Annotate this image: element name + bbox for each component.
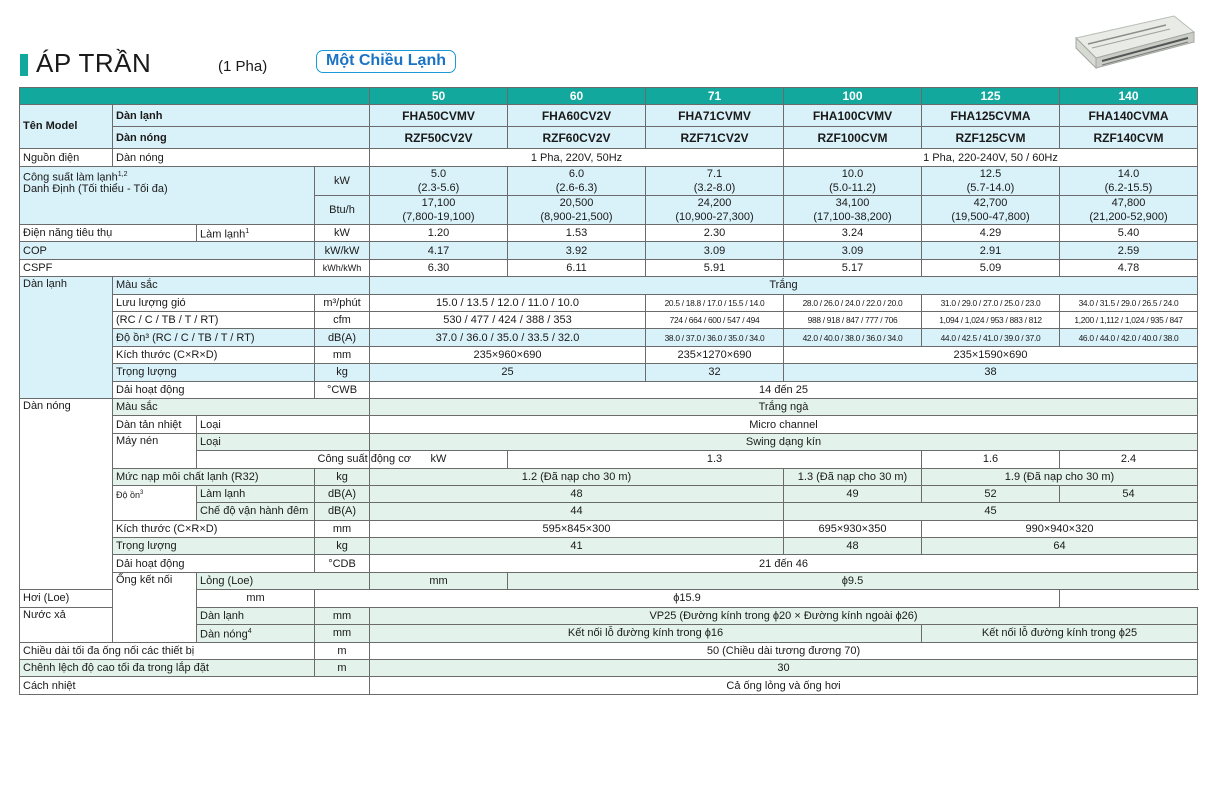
spec-table xyxy=(19,87,1198,695)
outdoor-weight-label: Trọng lượng xyxy=(113,538,315,555)
insulation-label: Cách nhiệt xyxy=(20,677,370,694)
indoor-model-71: FHA71CVMV xyxy=(646,105,784,127)
indoor-model-row xyxy=(20,105,1198,127)
refrigerant-a: 1.2 (Đã nạp cho 30 m) xyxy=(370,468,784,485)
outdoor-range-label: Dải hoạt động xyxy=(113,555,315,572)
outdoor-range-row xyxy=(20,555,1198,572)
compressor-motor-b: 1.6 xyxy=(922,451,1060,468)
indoor-airflow-unit-m3: m³/phút xyxy=(315,294,370,311)
capacity-71: 71 xyxy=(646,88,784,105)
outdoor-model-label: Dàn nóng xyxy=(113,127,370,149)
indoor-noise-label: Độ ồn³ (RC / C / TB / T / RT) xyxy=(113,329,315,346)
refrigerant-b: 1.3 (Đã nạp cho 30 m) xyxy=(784,468,922,485)
consumption-row xyxy=(20,224,1198,242)
indoor-model-100: FHA100CVMV xyxy=(784,105,922,127)
capacity-140: 140 xyxy=(1060,88,1198,105)
outdoor-coil-value: Micro channel xyxy=(370,416,1198,433)
indoor-weight-unit: kg xyxy=(315,364,370,381)
capacity-label-2: Danh Định (Tối thiểu - Tối đa) xyxy=(23,183,168,196)
outdoor-noise-label: Độ ồn$^3$ xyxy=(113,485,197,520)
drain-outdoor-label: Dàn nóng$^4$ xyxy=(197,625,315,643)
outdoor-dims-row xyxy=(20,520,1198,537)
consumption-50: 1.20 xyxy=(370,224,508,242)
outdoor-noise-cool-b: 49 xyxy=(784,485,922,502)
outdoor-coil-row xyxy=(20,416,1198,433)
insulation-row xyxy=(20,677,1198,694)
capacity-btu-unit: Btu/h xyxy=(315,195,370,224)
piping-gas-row xyxy=(20,590,1198,607)
capacity-kw-unit: kW xyxy=(315,166,370,195)
max-length-label: Chiều dài tối đa ống nối các thiết bị xyxy=(20,642,315,659)
outdoor-noise-cool-d: 54 xyxy=(1060,485,1198,502)
compressor-motor-a: 1.3 xyxy=(508,451,922,468)
outdoor-noise-cool-row xyxy=(20,485,1198,502)
indoor-dims-label: Kích thước (C×R×D) xyxy=(113,346,315,363)
capacity-label-1: Công suất làm lạnh xyxy=(23,171,118,184)
outdoor-weight-unit: kg xyxy=(315,538,370,555)
max-length-unit: m xyxy=(315,642,370,659)
indoor-range-row xyxy=(20,381,1198,398)
max-height-unit: m xyxy=(315,660,370,677)
piping-liquid-label: Lỏng (Loe) xyxy=(197,572,370,589)
airflow-cfm-5060: 530 / 477 / 424 / 388 / 353 xyxy=(370,312,646,329)
outdoor-noise-night-row xyxy=(20,503,1198,520)
indoor-model-60: FHA60CV2V xyxy=(508,105,646,127)
outdoor-coil-label: Dàn tản nhiệt xyxy=(113,416,197,433)
cspf-label: CSPF xyxy=(20,259,315,276)
drain-indoor-unit: mm xyxy=(315,607,370,624)
outdoor-noise-cool-label: Làm lạnh xyxy=(197,485,315,502)
drain-label: Nước xả xyxy=(20,607,113,642)
capacity-btu-125: 42,700 (19,500-47,800) xyxy=(922,195,1060,224)
consumption-100: 3.24 xyxy=(784,224,922,242)
power-value-2: 1 Pha, 220-240V, 50 / 60Hz xyxy=(784,149,1198,166)
drain-outdoor-row xyxy=(20,625,1198,643)
outdoor-dims-a: 595×845×300 xyxy=(370,520,784,537)
outdoor-model-71: RZF71CV2V xyxy=(646,127,784,149)
airflow-cfm-71: 724 / 664 / 600 / 547 / 494 xyxy=(646,312,784,329)
cspf-60: 6.11 xyxy=(508,259,646,276)
cop-50: 4.17 xyxy=(370,242,508,259)
outdoor-noise-cool-c: 52 xyxy=(922,485,1060,502)
indoor-dims-5060: 235×960×690 xyxy=(370,346,646,363)
compressor-motor-spacer xyxy=(197,451,315,468)
indoor-noise-unit: dB(A) xyxy=(315,329,370,346)
drain-outdoor-a: Kết nối lỗ đường kính trong ϕ16 xyxy=(370,625,922,643)
indoor-range-unit: °CWB xyxy=(315,381,370,398)
capacity-btu-71: 24,200 (10,900-27,300) xyxy=(646,195,784,224)
indoor-noise-71: 38.0 / 37.0 / 36.0 / 35.0 / 34.0 xyxy=(646,329,784,346)
compressor-type-row xyxy=(20,433,1198,450)
consumption-unit: kW xyxy=(315,224,370,242)
indoor-noise-row xyxy=(20,329,1198,346)
refrigerant-label: Mức nạp môi chất lạnh (R32) xyxy=(113,468,315,485)
indoor-noise-140: 46.0 / 44.0 / 42.0 / 40.0 / 38.0 xyxy=(1060,329,1198,346)
outdoor-weight-row xyxy=(20,538,1198,555)
capacity-kw-50: 5.0 (2.3-5.6) xyxy=(370,166,508,195)
indoor-range-label: Dải hoạt động xyxy=(113,381,315,398)
capacity-btu-60: 20,500 (8,900-21,500) xyxy=(508,195,646,224)
indoor-noise-5060: 37.0 / 36.0 / 35.0 / 33.5 / 32.0 xyxy=(370,329,646,346)
capacity-60: 60 xyxy=(508,88,646,105)
capacity-125: 125 xyxy=(922,88,1060,105)
indoor-dims-row xyxy=(20,346,1198,363)
outdoor-color-value: Trắng ngà xyxy=(370,398,1198,415)
page-header xyxy=(20,48,720,84)
max-length-row xyxy=(20,642,1198,659)
indoor-model-125: FHA125CVMA xyxy=(922,105,1060,127)
piping-liquid-unit: mm xyxy=(370,572,508,589)
cspf-71: 5.91 xyxy=(646,259,784,276)
consumption-label: Điện năng tiêu thụ xyxy=(20,224,197,242)
refrigerant-unit: kg xyxy=(315,468,370,485)
indoor-color-label: Màu sắc xyxy=(113,277,370,294)
power-row xyxy=(20,149,1198,166)
outdoor-color-row xyxy=(20,398,1198,415)
indoor-airflow-unit-cfm: cfm xyxy=(315,312,370,329)
cspf-row xyxy=(20,259,1198,276)
consumption-sub: Làm lạnh$^1$ xyxy=(197,224,315,242)
drain-indoor-label: Dàn lạnh xyxy=(197,607,315,624)
cop-100: 3.09 xyxy=(784,242,922,259)
cspf-unit: kWh/kWh xyxy=(315,259,370,276)
ceiling-unit-illustration xyxy=(1066,8,1196,78)
outdoor-model-50: RZF50CV2V xyxy=(370,127,508,149)
capacity-100: 100 xyxy=(784,88,922,105)
airflow-cfm-125: 1,094 / 1,024 / 953 / 883 / 812 xyxy=(922,312,1060,329)
power-label: Nguồn điện xyxy=(20,149,113,166)
piping-liquid-value: ϕ9.5 xyxy=(508,572,1198,589)
indoor-weight-label: Trọng lượng xyxy=(113,364,315,381)
header-blank xyxy=(20,88,370,105)
cop-unit: kW/kW xyxy=(315,242,370,259)
indoor-dims-rest: 235×1590×690 xyxy=(784,346,1198,363)
title-accent-bar xyxy=(20,54,28,76)
airflow-m3-100: 28.0 / 26.0 / 24.0 / 22.0 / 20.0 xyxy=(784,294,922,311)
outdoor-dims-label: Kích thước (C×R×D) xyxy=(113,520,315,537)
max-height-value: 30 xyxy=(370,660,1198,677)
power-sub: Dàn nóng xyxy=(113,149,370,166)
capacity-kw-100: 10.0 (5.0-11.2) xyxy=(784,166,922,195)
outdoor-coil-sub: Loại xyxy=(197,416,370,433)
capacity-kw-125: 12.5 (5.7-14.0) xyxy=(922,166,1060,195)
refrigerant-row xyxy=(20,468,1198,485)
indoor-airflow-cfm-row xyxy=(20,312,1198,329)
indoor-group-label: Dàn lạnh xyxy=(20,277,113,399)
airflow-cfm-100: 988 / 918 / 847 / 777 / 706 xyxy=(784,312,922,329)
refrigerant-c: 1.9 (Đã nạp cho 30 m) xyxy=(922,468,1198,485)
cspf-140: 4.78 xyxy=(1060,259,1198,276)
phase-label: (1 Pha) xyxy=(218,58,268,75)
cspf-100: 5.17 xyxy=(784,259,922,276)
consumption-125: 4.29 xyxy=(922,224,1060,242)
outdoor-weight-c: 64 xyxy=(922,538,1198,555)
indoor-weight-rest: 38 xyxy=(784,364,1198,381)
outdoor-dims-unit: mm xyxy=(315,520,370,537)
model-label: Tên Model xyxy=(20,105,113,149)
insulation-value: Cả ống lỏng và ống hơi xyxy=(370,677,1198,694)
indoor-airflow-label-1: Lưu lượng gió xyxy=(113,294,315,311)
capacity-btu-100: 34,100 (17,100-38,200) xyxy=(784,195,922,224)
capacity-label xyxy=(20,166,315,224)
page-title: ÁP TRẦN xyxy=(36,48,152,78)
capacity-kw-71: 7.1 (3.2-8.0) xyxy=(646,166,784,195)
compressor-type-label: Loại xyxy=(197,433,370,450)
outdoor-noise-cool-a: 48 xyxy=(370,485,784,502)
indoor-weight-row xyxy=(20,364,1198,381)
indoor-noise-100: 42.0 / 40.0 / 38.0 / 36.0 / 34.0 xyxy=(784,329,922,346)
outdoor-model-125: RZF125CVM xyxy=(922,127,1060,149)
cop-71: 3.09 xyxy=(646,242,784,259)
airflow-m3-5060: 15.0 / 13.5 / 12.0 / 11.0 / 10.0 xyxy=(370,294,646,311)
indoor-range-value: 14 đến 25 xyxy=(370,381,1198,398)
outdoor-noise-cool-unit: dB(A) xyxy=(315,485,370,502)
drain-indoor-value: VP25 (Đường kính trong ϕ20 × Đường kính ngoài ϕ26) xyxy=(370,607,1198,624)
capacity-kw-60: 6.0 (2.6-6.3) xyxy=(508,166,646,195)
outdoor-model-row xyxy=(20,127,1198,149)
capacity-kw-row xyxy=(20,166,1198,195)
max-height-row xyxy=(20,660,1198,677)
max-length-value: 50 (Chiều dài tương đương 70) xyxy=(370,642,1198,659)
power-value-1: 1 Pha, 220V, 50Hz xyxy=(370,149,784,166)
piping-gas-value: ϕ15.9 xyxy=(315,590,1060,607)
capacity-header-row xyxy=(20,88,1198,105)
cop-row xyxy=(20,242,1198,259)
piping-gas-unit: mm xyxy=(197,590,315,607)
outdoor-weight-b: 48 xyxy=(784,538,922,555)
airflow-cfm-140: 1,200 / 1,112 / 1,024 / 935 / 847 xyxy=(1060,312,1198,329)
cop-60: 3.92 xyxy=(508,242,646,259)
piping-gas-label: Hơi (Loe) xyxy=(20,590,197,607)
outdoor-model-140: RZF140CVM xyxy=(1060,127,1198,149)
airflow-m3-71: 20.5 / 18.8 / 17.0 / 15.5 / 14.0 xyxy=(646,294,784,311)
drain-outdoor-b: Kết nối lỗ đường kính trong ϕ25 xyxy=(922,625,1198,643)
indoor-noise-125: 44.0 / 42.5 / 41.0 / 39.0 / 37.0 xyxy=(922,329,1060,346)
indoor-model-140: FHA140CVMA xyxy=(1060,105,1198,127)
indoor-dims-71: 235×1270×690 xyxy=(646,346,784,363)
outdoor-model-100: RZF100CVM xyxy=(784,127,922,149)
outdoor-noise-night-unit: dB(A) xyxy=(315,503,370,520)
indoor-color-row xyxy=(20,277,1198,294)
indoor-weight-71: 32 xyxy=(646,364,784,381)
capacity-kw-140: 14.0 (6.2-15.5) xyxy=(1060,166,1198,195)
outdoor-range-unit: °CDB xyxy=(315,555,370,572)
drain-outdoor-unit: mm xyxy=(315,625,370,643)
capacity-50: 50 xyxy=(370,88,508,105)
outdoor-model-60: RZF60CV2V xyxy=(508,127,646,149)
piping-liquid-row xyxy=(20,572,1198,589)
compressor-motor-c: 2.4 xyxy=(1060,451,1198,468)
compressor-label: Máy nén xyxy=(113,433,197,468)
airflow-m3-125: 31.0 / 29.0 / 27.0 / 25.0 / 23.0 xyxy=(922,294,1060,311)
cop-125: 2.91 xyxy=(922,242,1060,259)
indoor-airflow-m3-row xyxy=(20,294,1198,311)
outdoor-weight-a: 41 xyxy=(370,538,784,555)
cspf-125: 5.09 xyxy=(922,259,1060,276)
max-height-label: Chênh lệch độ cao tối đa trong lắp đặt xyxy=(20,660,315,677)
indoor-model-label: Dàn lạnh xyxy=(113,105,370,127)
cspf-50: 6.30 xyxy=(370,259,508,276)
drain-indoor-row xyxy=(20,607,1198,624)
compressor-type-value: Swing dạng kín xyxy=(370,433,1198,450)
indoor-color-value: Trắng xyxy=(370,277,1198,294)
outdoor-noise-night-label: Chế độ vận hành đêm xyxy=(197,503,315,520)
outdoor-noise-night-b: 45 xyxy=(784,503,1198,520)
indoor-airflow-label-2: (RC / C / TB / T / RT) xyxy=(113,312,315,329)
indoor-weight-5060: 25 xyxy=(370,364,646,381)
outdoor-range-value: 21 đến 46 xyxy=(370,555,1198,572)
consumption-60: 1.53 xyxy=(508,224,646,242)
compressor-motor-row xyxy=(20,451,1198,468)
capacity-sup: 1,2 xyxy=(117,170,128,178)
cop-label: COP xyxy=(20,242,315,259)
outdoor-dims-c: 990×940×320 xyxy=(922,520,1198,537)
piping-group-label: Ống kết nối xyxy=(113,572,197,642)
consumption-140: 5.40 xyxy=(1060,224,1198,242)
consumption-71: 2.30 xyxy=(646,224,784,242)
airflow-m3-140: 34.0 / 31.5 / 29.0 / 26.5 / 24.0 xyxy=(1060,294,1198,311)
capacity-btu-50: 17,100 (7,800-19,100) xyxy=(370,195,508,224)
compressor-motor-label: Công suất động cơ xyxy=(315,451,370,468)
capacity-btu-140: 47,800 (21,200-52,900) xyxy=(1060,195,1198,224)
mode-badge: Một Chiều Lạnh xyxy=(316,50,456,73)
indoor-dims-unit: mm xyxy=(315,346,370,363)
outdoor-dims-b: 695×930×350 xyxy=(784,520,922,537)
indoor-model-50: FHA50CVMV xyxy=(370,105,508,127)
outdoor-group-label: Dàn nóng xyxy=(20,398,113,589)
compressor-motor-unit: kW xyxy=(370,451,508,468)
outdoor-noise-night-a: 44 xyxy=(370,503,784,520)
outdoor-color-label: Màu sắc xyxy=(113,398,370,415)
cop-140: 2.59 xyxy=(1060,242,1198,259)
